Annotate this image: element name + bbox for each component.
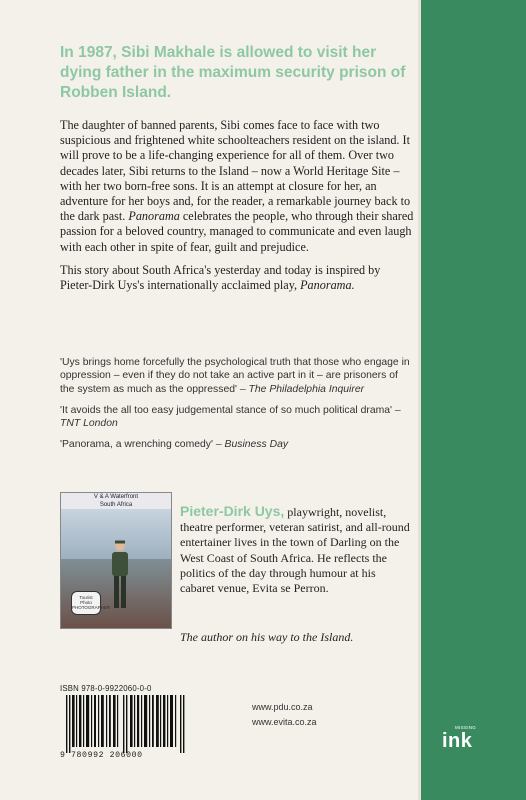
author-name: Pieter-Dirk Uys, <box>180 503 285 519</box>
website-url: www.pdu.co.za <box>252 702 313 712</box>
review-quote: 'It avoids the all too easy judgemental stance of so much political drama' – TNT London <box>60 404 401 430</box>
author-photo-caption: The author on his way to the Island. <box>180 630 354 644</box>
isbn-label: ISBN 978-0-9922060-0-0 <box>60 684 152 693</box>
blurb-paragraph-2: This story about South Africa's yesterday and today is inspired by Pieter-Dirk Uys's internationally acclaimed play, Panorama. <box>60 262 381 293</box>
website-url: www.evita.co.za <box>252 717 317 727</box>
publisher-logo: MISSING ink <box>442 725 477 752</box>
book-blurb <box>60 118 415 293</box>
website-links <box>252 700 317 730</box>
isbn-barcode <box>60 684 200 768</box>
photo-souvenir-caption: V & A Waterfront South Africa <box>61 493 171 509</box>
blurb-paragraph-1: The daughter of banned parents, Sibi comes face to face with two suspicious and frightened white schoolteachers resident on the island. It will prove to be a life-changing experience for all of them. Over two decades later, Sibi returns to the Island – now a World Heritage Site – with her two born-free sons. It is an attempt at closure for her, an adventure for her boys and, for the reader, a remarkable journey back to the dark past. Panorama celebrates the people, who through their shared passion for a beloved country, managed to communicate and even laugh with each other in spite of fear, guilt and prejudice. <box>60 118 414 254</box>
review-quote: 'Uys brings home forcefully the psychological truth that those who engage in oppression – even if they do not take an active part in it – are prisoners of the system as much as the oppressed' – The Philadelphia Inquirer <box>60 357 410 395</box>
barcode-graphic <box>60 695 192 753</box>
photographer-logo: Tourist Photo PHOTOGRAPHER <box>71 591 101 615</box>
review-quote: 'Panorama, a wrenching comedy' – Business Day <box>60 439 289 451</box>
cover-headline: In 1987, Sibi Makhale is allowed to visit her dying father in the maximum security prison of Robben Island. <box>60 44 406 101</box>
barcode-number: 9 780992 206000 <box>60 751 143 760</box>
author-photo <box>60 492 172 629</box>
author-bio <box>180 504 412 596</box>
author-figure <box>109 539 131 611</box>
review-quotes <box>60 356 415 460</box>
green-side-band <box>421 0 526 800</box>
author-bio-text: playwright, novelist, theatre performer, veteran satirist, and all-round entertainer lives in the town of Darling on the West Coast of South Africa. He reflects the politics of the day through humour at his cabaret venue, Evita se Perron. <box>180 505 410 596</box>
